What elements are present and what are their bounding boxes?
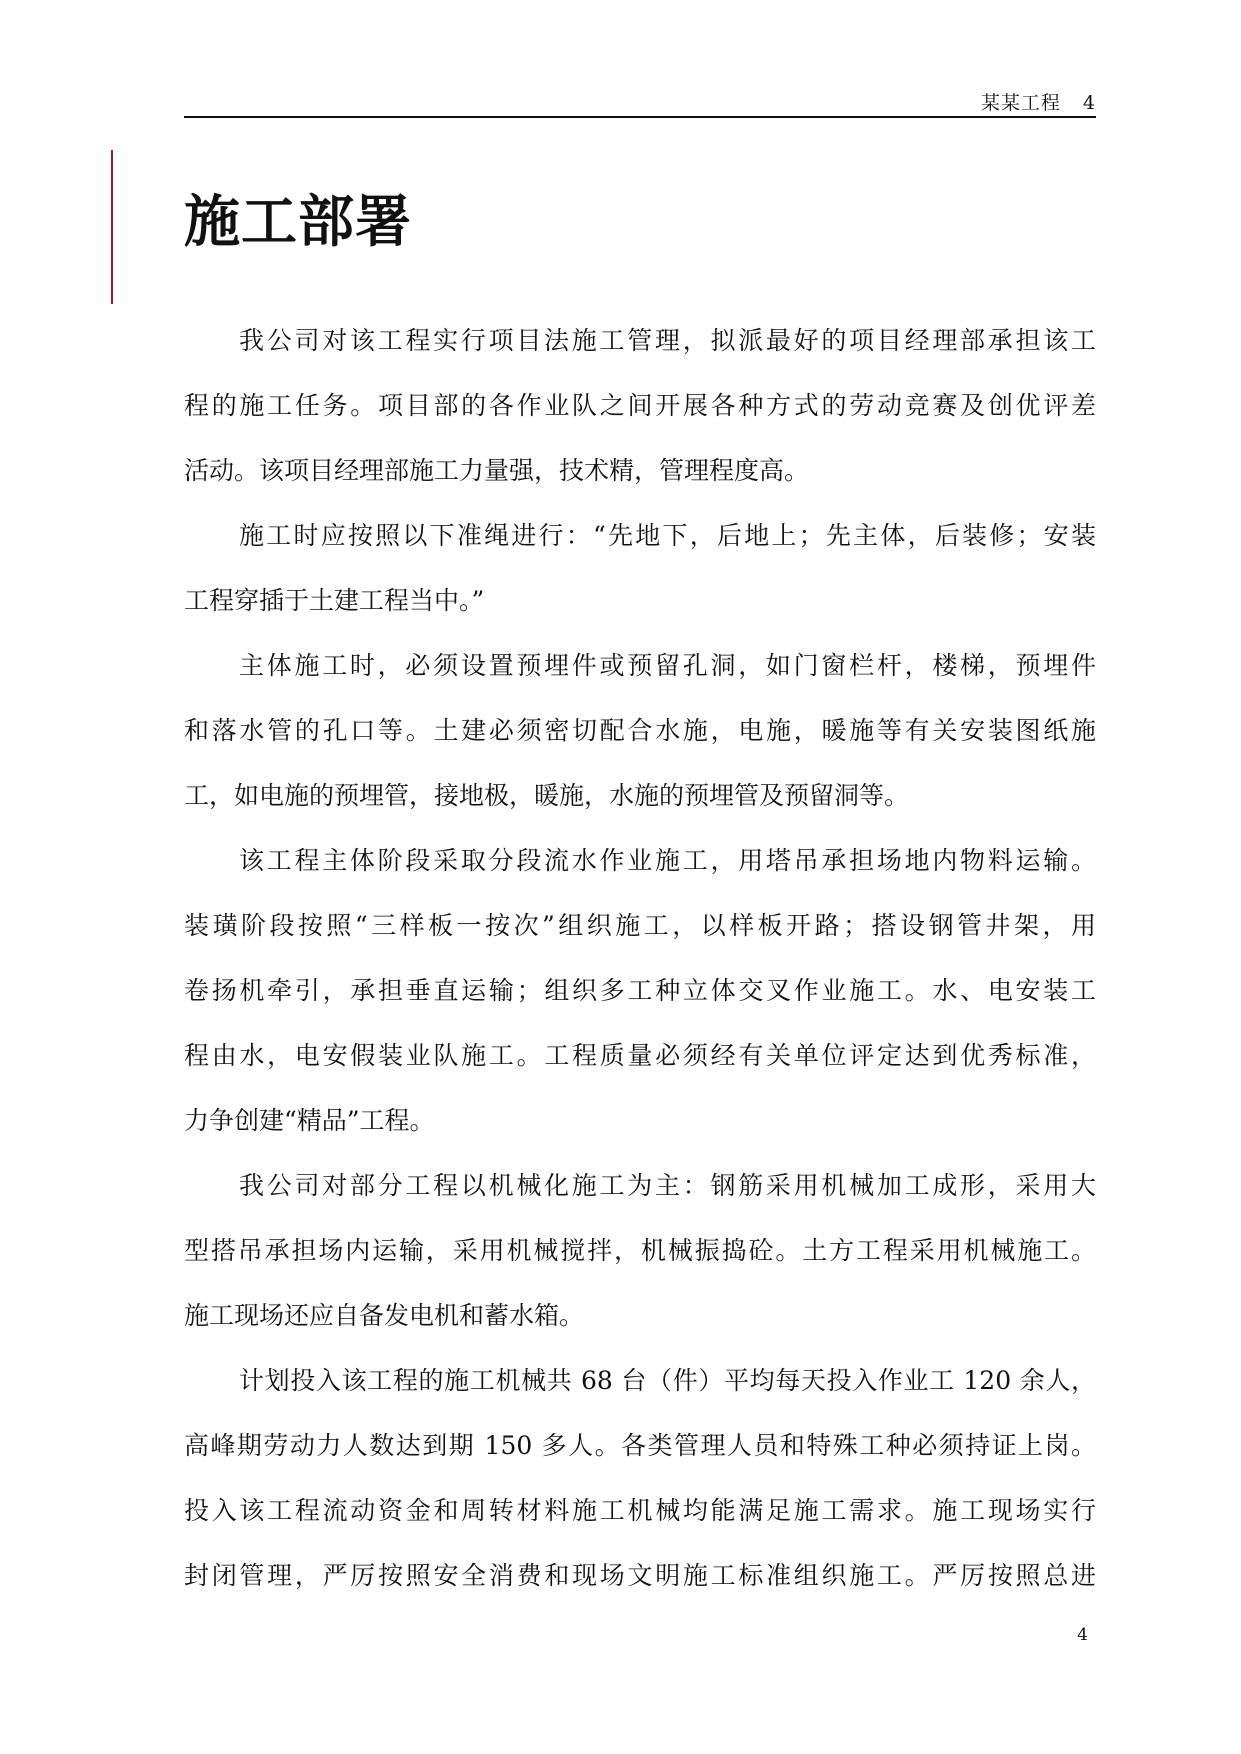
text-line: 工程穿插于土建工程当中。” bbox=[184, 586, 485, 615]
page-header bbox=[184, 86, 1096, 118]
text-line: 装璜阶段按照“三样板一按次”组织施工，以样板开路；搭设钢管井架，用 bbox=[184, 911, 1096, 940]
text-line: 活动。该项目经理部施工力量强，技术精，管理程度高。 bbox=[184, 456, 810, 485]
text-line: 计划投入该工程的施工机械共 68 台（件）平均每天投入作业工 120 余人， bbox=[239, 1366, 1096, 1395]
text-line: 程的施工任务。项目部的各作业队之间开展各种方式的劳动竞赛及创优评差 bbox=[184, 391, 1096, 420]
text-line: 该工程主体阶段采取分段流水作业施工，用塔吊承担场地内物料运输。 bbox=[239, 846, 1096, 875]
text-line: 高峰期劳动力人数达到期 150 多人。各类管理人员和特殊工种必须持证上岗。 bbox=[184, 1431, 1096, 1460]
text-line: 卷扬机牵引，承担垂直运输；组织多工种立体交叉作业施工。水、电安装工 bbox=[184, 976, 1096, 1005]
text-line: 我公司对该工程实行项目法施工管理，拟派最好的项目经理部承担该工 bbox=[239, 326, 1096, 355]
page-title: 施工部署 bbox=[184, 189, 412, 255]
text-line: 力争创建“精品”工程。 bbox=[184, 1106, 435, 1135]
text-line: 施工现场还应自备发电机和蓄水箱。 bbox=[184, 1301, 585, 1330]
accent-bar bbox=[111, 150, 113, 304]
paragraph bbox=[184, 1348, 1096, 1608]
text-line: 型搭吊承担场内运输，采用机械搅拌，机械振捣砼。土方工程采用机械施工。 bbox=[184, 1236, 1096, 1265]
paragraph bbox=[184, 1153, 1096, 1348]
text-line: 封闭管理，严厉按照安全消费和现场文明施工标准组织施工。严厉按照总进 bbox=[184, 1561, 1096, 1590]
text-line: 程由水，电安假装业队施工。工程质量必须经有关单位评定达到优秀标准， bbox=[184, 1041, 1096, 1070]
body-text bbox=[184, 308, 1096, 1608]
paragraph bbox=[184, 633, 1096, 828]
text-line: 施工时应按照以下准绳进行：“先地下，后地上；先主体，后装修；安装 bbox=[239, 521, 1096, 550]
paragraph bbox=[184, 828, 1096, 1153]
text-line: 我公司对部分工程以机械化施工为主：钢筋采用机械加工成形，采用大 bbox=[239, 1171, 1096, 1200]
paragraph bbox=[184, 308, 1096, 503]
header-rule bbox=[184, 116, 1096, 118]
text-line: 投入该工程流动资金和周转材料施工机械均能满足施工需求。施工现场实行 bbox=[184, 1496, 1096, 1525]
header-title: 某某工程 bbox=[980, 92, 1061, 114]
text-line: 和落水管的孔口等。土建必须密切配合水施，电施，暖施等有关安装图纸施 bbox=[184, 716, 1096, 745]
text-line: 主体施工时，必须设置预埋件或预留孔洞，如门窗栏杆，楼梯，预埋件 bbox=[239, 651, 1096, 680]
header-text bbox=[981, 88, 1096, 115]
text-line: 工，如电施的预埋管，接地极，暖施，水施的预埋管及预留洞等。 bbox=[184, 781, 910, 810]
paragraph bbox=[184, 503, 1096, 633]
footer-page-number: 4 bbox=[1077, 1625, 1088, 1645]
header-page-number: 4 bbox=[1082, 92, 1096, 114]
